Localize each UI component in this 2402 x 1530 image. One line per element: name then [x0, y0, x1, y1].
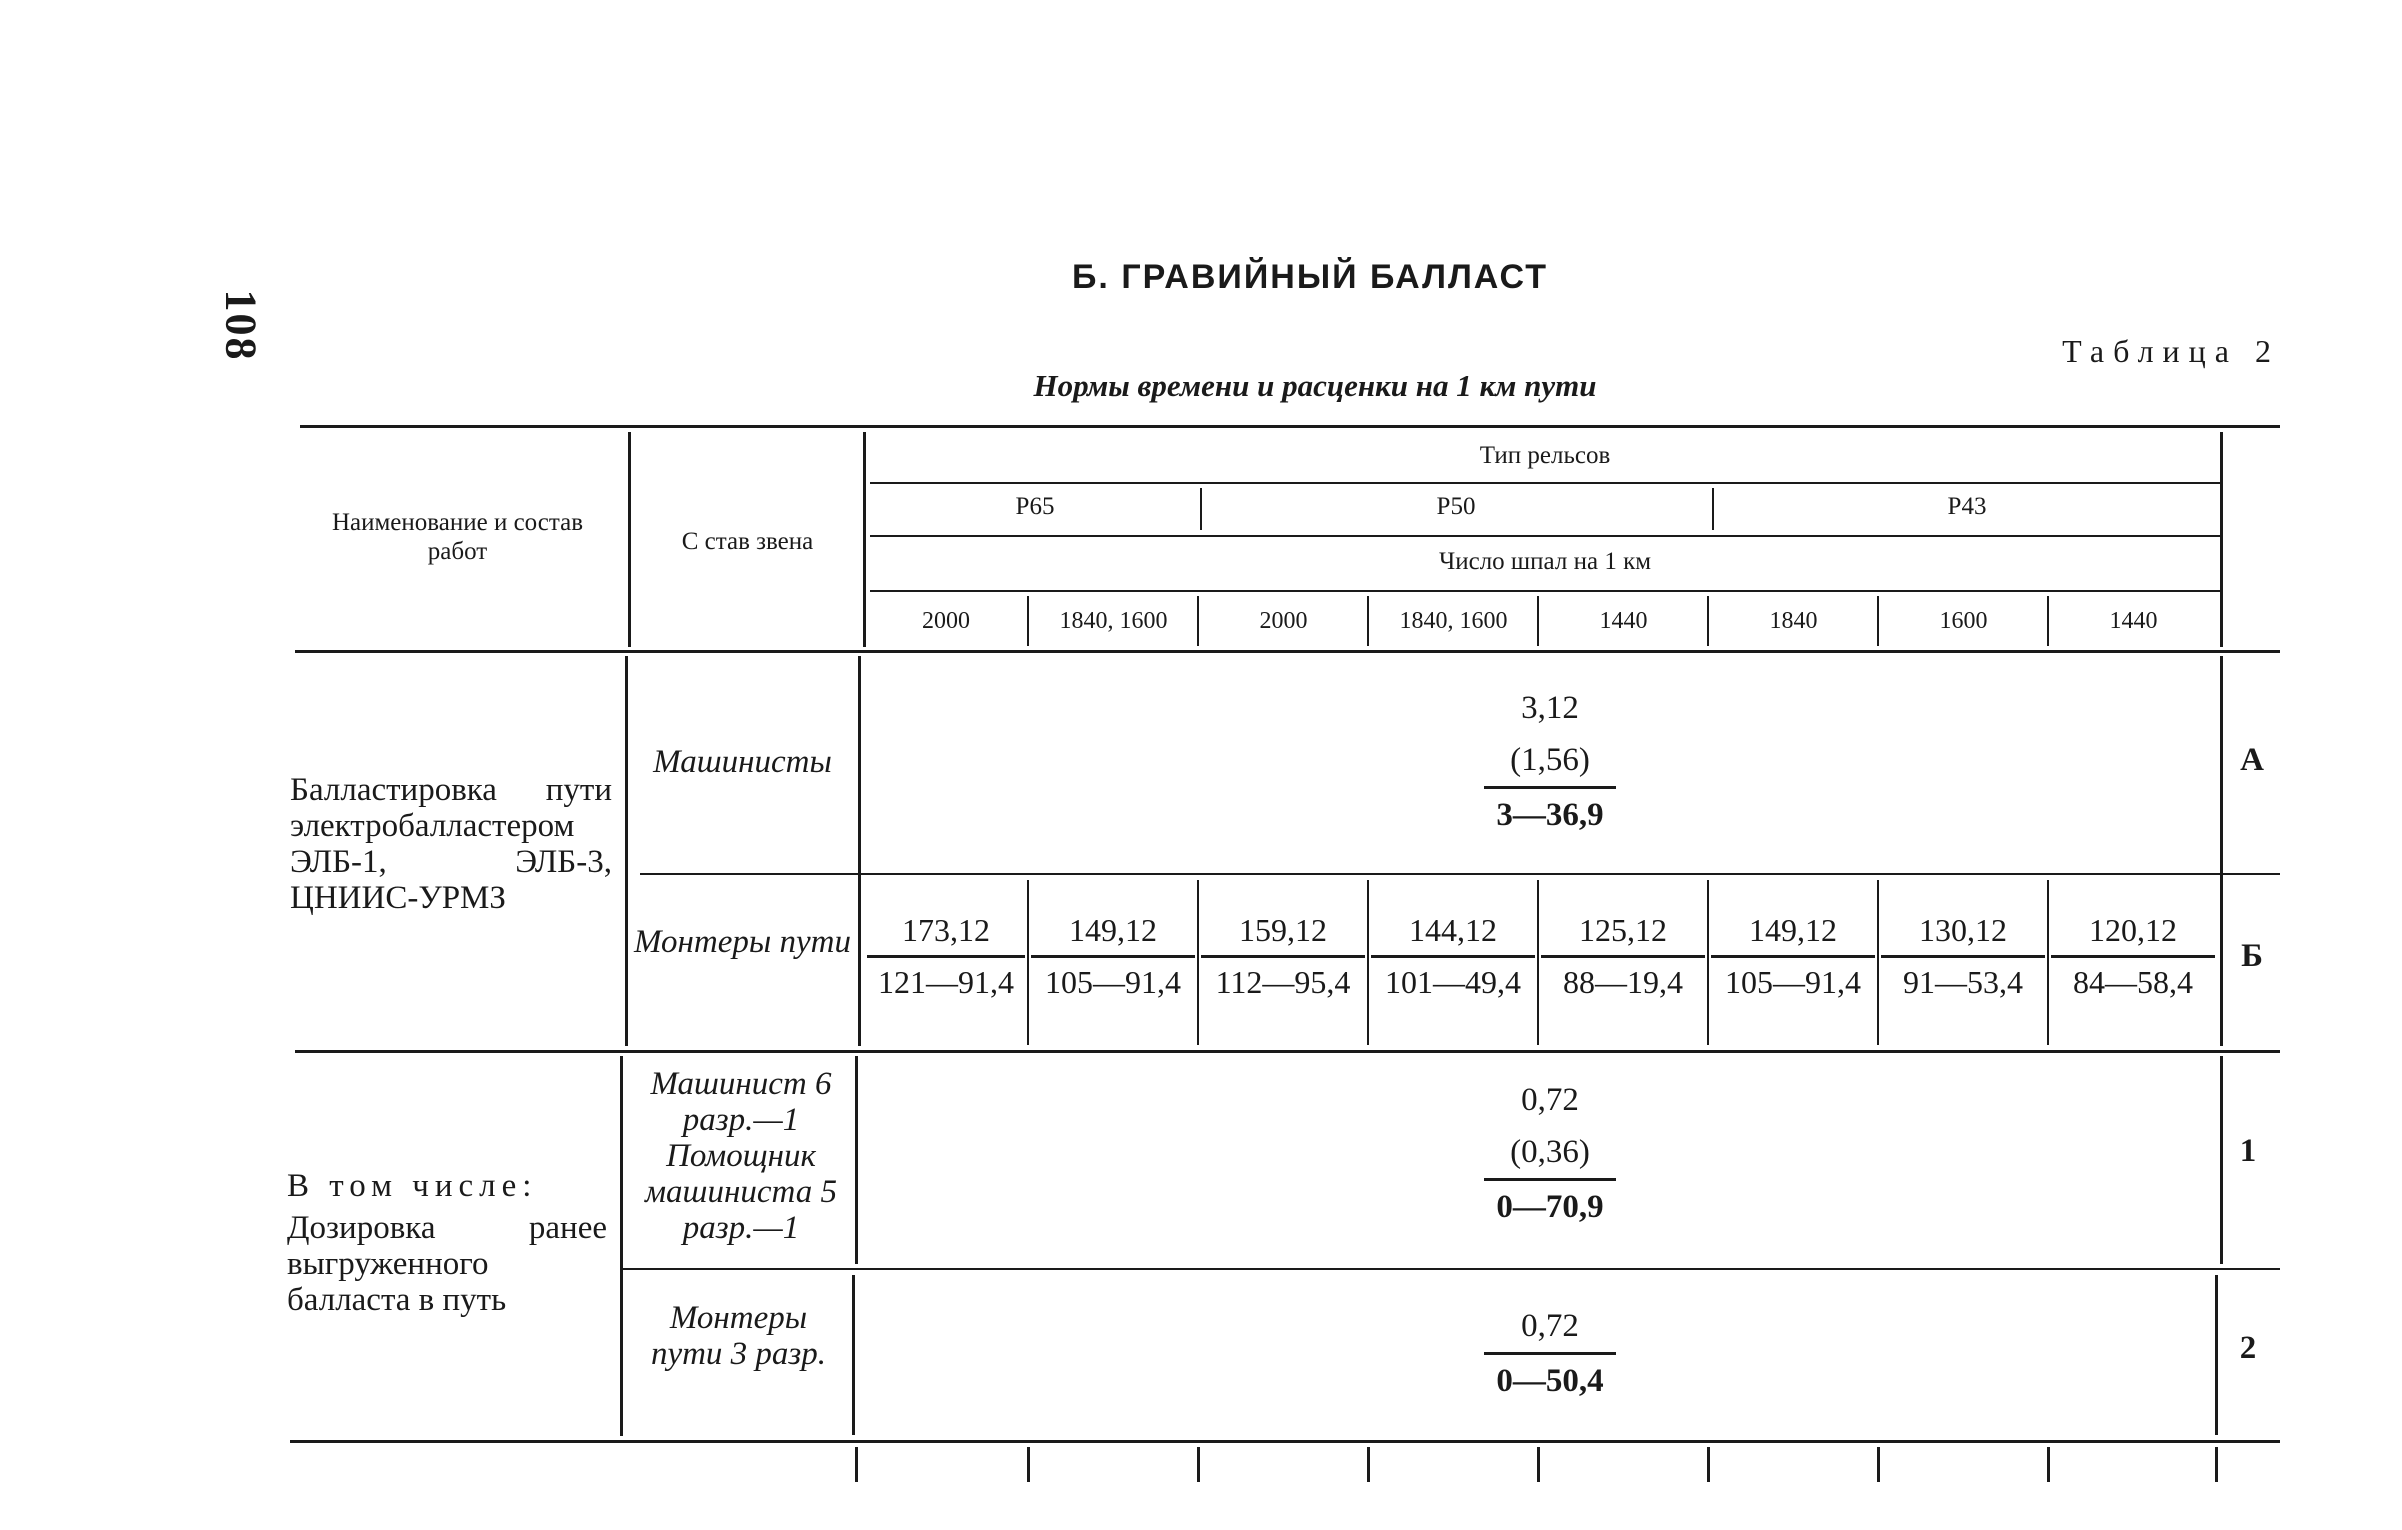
crew-track-workers-3: Монтеры пути 3 разр.: [650, 1300, 827, 1372]
continuation-tick: [2047, 1447, 2050, 1482]
header-bottom-rule: [295, 650, 2280, 653]
norm-value: 0,72: [1521, 1082, 1579, 1118]
norm-cell: [1031, 912, 1195, 1001]
header-sleepers: Число шпал на 1 км: [1438, 548, 1652, 575]
rate-value: 101—49,4: [1385, 964, 1521, 1000]
cell-divider: [2047, 880, 2049, 1045]
section-title: Б. ГРАВИЙНЫЙ БАЛЛАСТ: [1071, 258, 1548, 296]
norm-value: 149,12: [1711, 912, 1875, 958]
norm-value: 3,12: [1521, 690, 1579, 726]
row-marker-a: А: [2240, 742, 2264, 778]
continuation-tick: [1537, 1447, 1540, 1482]
norm-cell: [1541, 912, 1705, 1001]
header-work-name: Наименование и состав работ: [331, 509, 584, 565]
col-divider: [625, 656, 628, 1046]
sleeper-count: 1840: [1769, 608, 1818, 634]
row-marker-b: Б: [2241, 938, 2263, 974]
table-top-rule: [300, 425, 2280, 428]
row-marker-1: 1: [2239, 1133, 2257, 1169]
sleeper-count: 1600: [1939, 608, 1988, 634]
sleeper-divider: [1877, 596, 1879, 646]
col-divider: [628, 432, 631, 647]
sleeper-count: 2000: [1259, 608, 1308, 634]
col-divider: [858, 656, 861, 1046]
crew-machinist-assistant: Машинист 6 разр.—1 Помощник машиниста 5 разр.—1: [645, 1066, 837, 1246]
continuation-tick: [1877, 1447, 1880, 1482]
table-label: Таблица 2: [2062, 333, 2280, 369]
sleeper-count: 1840, 1600: [1399, 608, 1508, 634]
rate-value: 3—36,9: [1484, 786, 1615, 841]
header-crew: С став звена: [681, 528, 814, 555]
norm-cell: [1881, 912, 2045, 1001]
sleeper-divider: [1537, 596, 1539, 646]
norm-cell: [1711, 912, 1875, 1001]
rail-type-rule: [870, 482, 2222, 484]
table-caption: Нормы времени и расценки на 1 км пути: [1033, 368, 1597, 403]
rate-value: 105—91,4: [1725, 964, 1861, 1000]
cell-divider: [1707, 880, 1709, 1045]
cell-divider: [1877, 880, 1879, 1045]
work-name-dosing: Дозировка ранее выгруженного балласта в путь: [287, 1210, 607, 1318]
header-rail-r50: Р50: [1436, 493, 1476, 520]
norm-value: 144,12: [1371, 912, 1535, 958]
crew-machinists: Машинисты: [653, 744, 832, 780]
sleeper-count: 2000: [922, 608, 970, 634]
sleeper-count: 1440: [1599, 608, 1648, 634]
continuation-tick: [855, 1447, 858, 1482]
row1-bottom-rule: [295, 1050, 2280, 1053]
table-bottom-rule: [290, 1440, 2280, 1443]
norm-value: 0,72: [1521, 1308, 1579, 1344]
norm-value: 149,12: [1031, 912, 1195, 958]
norm-track-workers-3: [1300, 1300, 1800, 1407]
sleeper-divider: [1197, 596, 1199, 646]
col-divider: [2220, 432, 2223, 647]
row2-split-rule: [620, 1268, 2280, 1270]
norm-cell: [1371, 912, 1535, 1001]
rate-value: 88—19,4: [1563, 964, 1683, 1000]
row-prefix: В том числе:: [287, 1168, 538, 1204]
header-rail-r43: Р43: [1947, 493, 1987, 520]
col-divider: [2220, 656, 2223, 1046]
row1-split-rule: [640, 873, 2280, 875]
cell-divider: [1537, 880, 1539, 1045]
sleeper-divider: [1707, 596, 1709, 646]
cell-divider: [1027, 880, 1029, 1045]
rate-value: 91—53,4: [1903, 964, 2023, 1000]
sleeper-count: 1840, 1600: [1059, 608, 1168, 634]
norm-value: 120,12: [2051, 912, 2215, 958]
sleeper-divider: [1367, 596, 1369, 646]
rails-rule: [870, 535, 2222, 537]
norm-value-paren: (1,56): [1510, 742, 1590, 778]
norm-machinists: [1300, 682, 1800, 841]
continuation-tick: [1367, 1447, 1370, 1482]
norm-value: 125,12: [1541, 912, 1705, 958]
sleeper-count: 1440: [2109, 608, 2158, 634]
continuation-tick: [2215, 1447, 2218, 1482]
page-number: 108: [216, 289, 266, 362]
continuation-tick: [1197, 1447, 1200, 1482]
rate-value: 121—91,4: [878, 964, 1014, 1000]
continuation-tick: [1707, 1447, 1710, 1482]
cell-divider: [1367, 880, 1369, 1045]
col-divider: [2215, 1275, 2218, 1435]
norm-value: 173,12: [867, 912, 1025, 958]
norm-value: 130,12: [1881, 912, 2045, 958]
continuation-tick: [1027, 1447, 1030, 1482]
rate-value: 0—50,4: [1484, 1352, 1615, 1407]
norm-cell: [867, 912, 1025, 1001]
norm-value: 159,12: [1201, 912, 1365, 958]
sleepers-rule: [870, 590, 2222, 592]
work-name-ballasting: Балластировка пути электробалластером ЭЛБ-1, ЭЛБ-3, ЦНИИС-УРМЗ: [290, 772, 612, 916]
sleeper-divider: [1027, 596, 1029, 646]
norm-cell: [1201, 912, 1365, 1001]
norm-cell: [2051, 912, 2215, 1001]
row-marker-2: 2: [2239, 1330, 2257, 1366]
col-divider: [620, 1056, 623, 1436]
sleeper-divider: [2047, 596, 2049, 646]
rate-value: 105—91,4: [1045, 964, 1181, 1000]
rate-value: 84—58,4: [2073, 964, 2193, 1000]
header-rail-r65: Р65: [1015, 493, 1055, 520]
rate-value: 112—95,4: [1215, 964, 1351, 1000]
crew-track-workers: Монтеры пути: [634, 924, 851, 960]
header-rail-type: Тип рельсов: [1479, 442, 1611, 469]
rate-value: 0—70,9: [1484, 1178, 1615, 1233]
cell-divider: [1197, 880, 1199, 1045]
col-divider: [852, 1275, 855, 1435]
col-divider: [2220, 1056, 2223, 1264]
norm-machinist-assistant: [1300, 1074, 1800, 1233]
col-divider: [855, 1056, 858, 1264]
norm-value-paren: (0,36): [1510, 1134, 1590, 1170]
